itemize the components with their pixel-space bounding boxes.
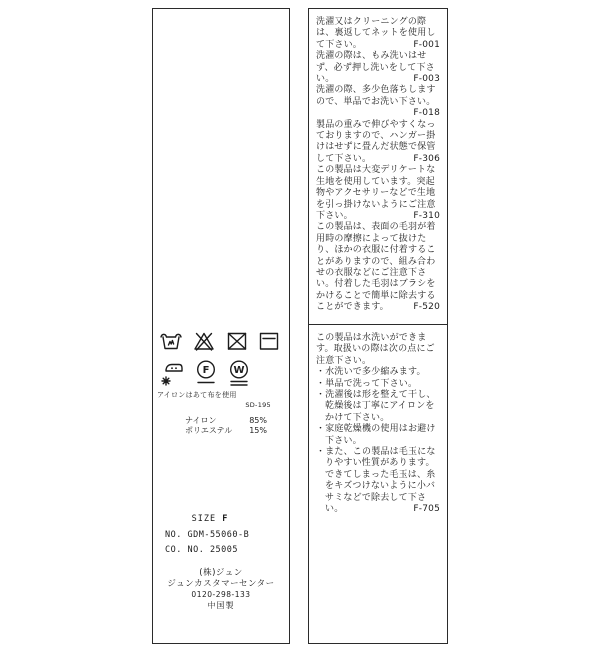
wet-clean-letter: W	[233, 365, 245, 377]
care-point-text: ・また、この製品は毛玉になりやすい性質があります。できてしまった毛玉は、糸をキズつけないように小バサミなどで除去して下さい。	[316, 447, 436, 515]
product-id-block	[153, 514, 289, 555]
instruction-code: F-003	[413, 74, 440, 85]
instruction-code: F-001	[413, 39, 440, 50]
lot-code: SD-195	[245, 401, 271, 409]
instruction-item	[316, 165, 440, 222]
care-note-intro: この製品は水洗いができます。取扱いの際は次の点にご注意下さい。	[316, 333, 435, 366]
instruction-text: 製品の重みで伸びやすくなっておりますので、ハンガー掛けはせずに畳んだ状態で保管して下さい。	[316, 119, 436, 164]
country-of-origin: 中国製	[207, 601, 235, 610]
company-name: (株)ジュン	[199, 568, 243, 578]
hand-wash-tub-icon	[158, 329, 184, 353]
size-value: F	[222, 514, 229, 524]
care-note-section	[309, 325, 447, 516]
instruction-item	[316, 51, 440, 85]
care-point: ・洗濯後は形を整えて干し、乾燥後は丁寧にアイロンをかけて下さい。	[316, 390, 436, 423]
iron-with-press-cloth-icon	[158, 359, 186, 387]
right-care-label-panel	[308, 8, 448, 644]
co-number: CO. NO. 25005	[165, 545, 239, 555]
care-point: ・水洗いで多少縮みます。	[316, 367, 426, 378]
instruction-item	[316, 85, 440, 119]
care-point: ・家庭乾燥機の使用はお避け下さい。	[316, 424, 436, 446]
size-line	[153, 514, 289, 524]
instruction-code: F-310	[413, 210, 440, 221]
instruction-text: この製品は、表面の毛羽が着用時の摩擦によって抜けたり、ほかの衣服に付着することがありますので、組み合わせの衣服などにご注意下さい。付着した毛羽はブラシをかけることで簡単に除去することができます。	[316, 222, 436, 313]
instruction-code: F-306	[413, 153, 440, 164]
composition-row	[185, 426, 267, 436]
instruction-text: 洗濯の際は、もみ洗いはせず、必ず押し洗いをして下さい。	[316, 51, 435, 85]
care-symbols-row-2	[153, 359, 289, 387]
instruction-item	[316, 222, 440, 313]
instruction-code: F-520	[413, 302, 440, 313]
instruction-text: この製品は大変デリケートな生地を使用しています。突起物やアクセサリーなどで生地を引っ掛けないようにご注意下さい。	[316, 165, 436, 221]
fabric-composition	[185, 416, 267, 436]
do-not-bleach-icon	[191, 329, 217, 353]
instruction-text: 洗濯の際、多少色落ちしますので、単品でお洗い下さい。	[316, 85, 436, 107]
flat-dry-icon	[257, 329, 281, 353]
iron-press-cloth-note: アイロンはあて布を使用	[157, 391, 237, 399]
care-point	[316, 447, 440, 515]
instruction-text: 洗濯又はクリーニングの際は、裏返してネットを使用して下さい。	[316, 17, 436, 50]
material-percent: 85%	[249, 416, 267, 425]
instruction-item	[316, 17, 440, 51]
dry-clean-f-icon	[193, 359, 219, 387]
do-not-tumble-dry-icon	[224, 329, 250, 353]
customer-center-name: ジュンカスタマーセンター	[167, 579, 275, 589]
instruction-code: F-018	[413, 108, 440, 119]
composition-row	[185, 416, 267, 426]
customer-center-phone: 0120-298-133	[191, 590, 251, 599]
dry-clean-letter: F	[202, 365, 210, 377]
material-name: ポリエステル	[185, 426, 233, 435]
left-care-label-panel	[152, 8, 290, 644]
care-point-code: F-705	[413, 504, 440, 515]
size-label: SIZE	[191, 514, 217, 524]
wet-clean-w-icon	[226, 359, 252, 387]
instruction-item	[316, 120, 440, 166]
company-block	[153, 568, 289, 611]
washing-instructions-section	[309, 9, 447, 325]
material-percent: 15%	[249, 426, 267, 435]
item-number: NO. GDM-55060-B	[165, 530, 250, 540]
material-name: ナイロン	[185, 416, 217, 425]
care-symbols-row-1	[153, 329, 289, 353]
care-point: ・単品で洗って下さい。	[316, 378, 418, 389]
